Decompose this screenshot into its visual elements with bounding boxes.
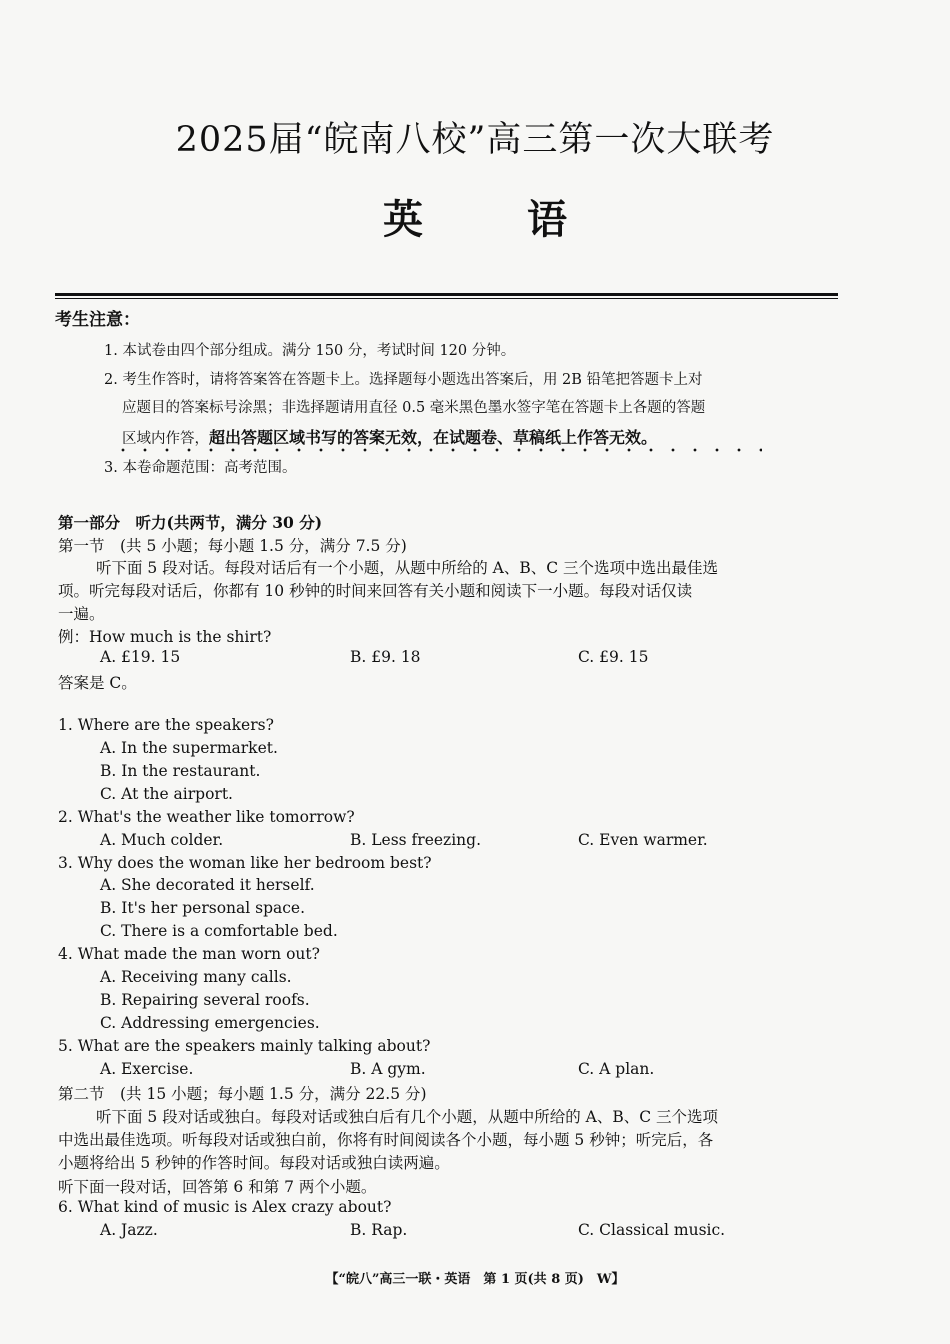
section1-intro-line-2: 项。听完每段对话后，你都有 10 秒钟的时间来回答有关小题和阅读下一小题。每段对话仅读 bbox=[58, 582, 693, 600]
q4-option-a: A. Receiving many calls. bbox=[100, 968, 292, 986]
example-option-c: C. £9. 15 bbox=[578, 648, 649, 666]
example-option-b: B. £9. 18 bbox=[350, 648, 421, 666]
notice-emphasis: 超出答题区域书写的答案无效，在试题卷、草稿纸上作答无效。 bbox=[209, 428, 658, 447]
q2-option-b: B. Less freezing. bbox=[350, 831, 481, 849]
notice-item-2-line-1: 2. 考生作答时，请将答案答在答题卡上。选择题每小题选出答案后，用 2B 铅笔把答题卡上对 bbox=[104, 372, 703, 388]
question-1: 1. Where are the speakers? bbox=[58, 716, 274, 734]
example-question: 例：How much is the shirt? bbox=[58, 628, 272, 646]
q4-option-b: B. Repairing several roofs. bbox=[100, 991, 310, 1009]
q5-option-b: B. A gym. bbox=[350, 1060, 426, 1078]
section2-intro-line-2: 中选出最佳选项。听每段对话或独白前，你将有时间阅读各个小题，每小题 5 秒钟；听完后，各 bbox=[58, 1131, 714, 1149]
notice-item-2-line-3-plain: 区域内作答， bbox=[122, 431, 209, 447]
q1-option-b: B. In the restaurant. bbox=[100, 762, 261, 780]
q6-option-b: B. Rap. bbox=[350, 1221, 408, 1239]
q6-option-c: C. Classical music. bbox=[578, 1221, 726, 1239]
q5-option-a: A. Exercise. bbox=[100, 1060, 194, 1078]
notice-heading: 考生注意： bbox=[55, 310, 140, 330]
notice-item-2-line-2: 应题目的答案标号涂黑；非选择题请用直径 0.5 毫米黑色墨水签字笔在答题卡上各题的答题 bbox=[122, 400, 706, 416]
example-option-a: A. £19. 15 bbox=[100, 648, 181, 666]
question-2: 2. What's the weather like tomorrow? bbox=[58, 808, 355, 826]
q1-option-a: A. In the supermarket. bbox=[100, 739, 278, 757]
exam-title: 2025届“皖南八校”高三第一次大联考 bbox=[175, 120, 775, 160]
question-4: 4. What made the man worn out? bbox=[58, 945, 320, 963]
section2-intro-line-3: 小题将给出 5 秒钟的作答时间。每段对话或独白读两遍。 bbox=[58, 1154, 450, 1172]
question-3: 3. Why does the woman like her bedroom best? bbox=[58, 854, 432, 872]
q2-option-a: A. Much colder. bbox=[100, 831, 224, 849]
example-answer: 答案是 C。 bbox=[58, 674, 137, 692]
notice-item-2-line-3 bbox=[122, 425, 657, 448]
section1-intro-line-3: 一遍。 bbox=[58, 605, 105, 623]
section1-heading: 第一节 (共 5 小题；每小题 1.5 分，满分 7.5 分) bbox=[58, 537, 407, 555]
q3-option-a: A. She decorated it herself. bbox=[100, 876, 315, 894]
question-5: 5. What are the speakers mainly talking about? bbox=[58, 1037, 431, 1055]
q4-option-c: C. Addressing emergencies. bbox=[100, 1014, 320, 1032]
notice-item-1: 1. 本试卷由四个部分组成。满分 150 分，考试时间 120 分钟。 bbox=[104, 343, 516, 359]
page-footer: 【“皖八”高三一联・英语 第 1 页(共 8 页) W】 bbox=[325, 1272, 625, 1287]
section1-intro-line-1: 听下面 5 段对话。每段对话后有一个小题，从题中所给的 A、B、C 三个选项中选出最佳选 bbox=[96, 559, 719, 577]
header-divider-thick bbox=[55, 293, 838, 296]
section2-intro-line-1: 听下面 5 段对话或独白。每段对话或独白后有几个小题，从题中所给的 A、B、C 三个选项 bbox=[96, 1108, 719, 1126]
subject-title: 英 语 bbox=[383, 196, 567, 243]
notice-item-3: 3. 本卷命题范围：高考范围。 bbox=[104, 460, 297, 476]
section2-heading: 第二节 (共 15 小题；每小题 1.5 分，满分 22.5 分) bbox=[58, 1085, 427, 1103]
header-divider-thin bbox=[55, 298, 838, 299]
q3-option-c: C. There is a comfortable bed. bbox=[100, 922, 338, 940]
q6-option-a: A. Jazz. bbox=[100, 1221, 158, 1239]
emphasis-dots bbox=[112, 448, 762, 452]
question-6: 6. What kind of music is Alex crazy about? bbox=[58, 1198, 392, 1216]
q2-option-c: C. Even warmer. bbox=[578, 831, 708, 849]
q3-option-b: B. It's her personal space. bbox=[100, 899, 306, 917]
part1-heading: 第一部分 听力(共两节，满分 30 分) bbox=[58, 513, 323, 532]
q5-option-c: C. A plan. bbox=[578, 1060, 655, 1078]
section2-directive: 听下面一段对话，回答第 6 和第 7 两个小题。 bbox=[58, 1178, 377, 1196]
q1-option-c: C. At the airport. bbox=[100, 785, 233, 803]
